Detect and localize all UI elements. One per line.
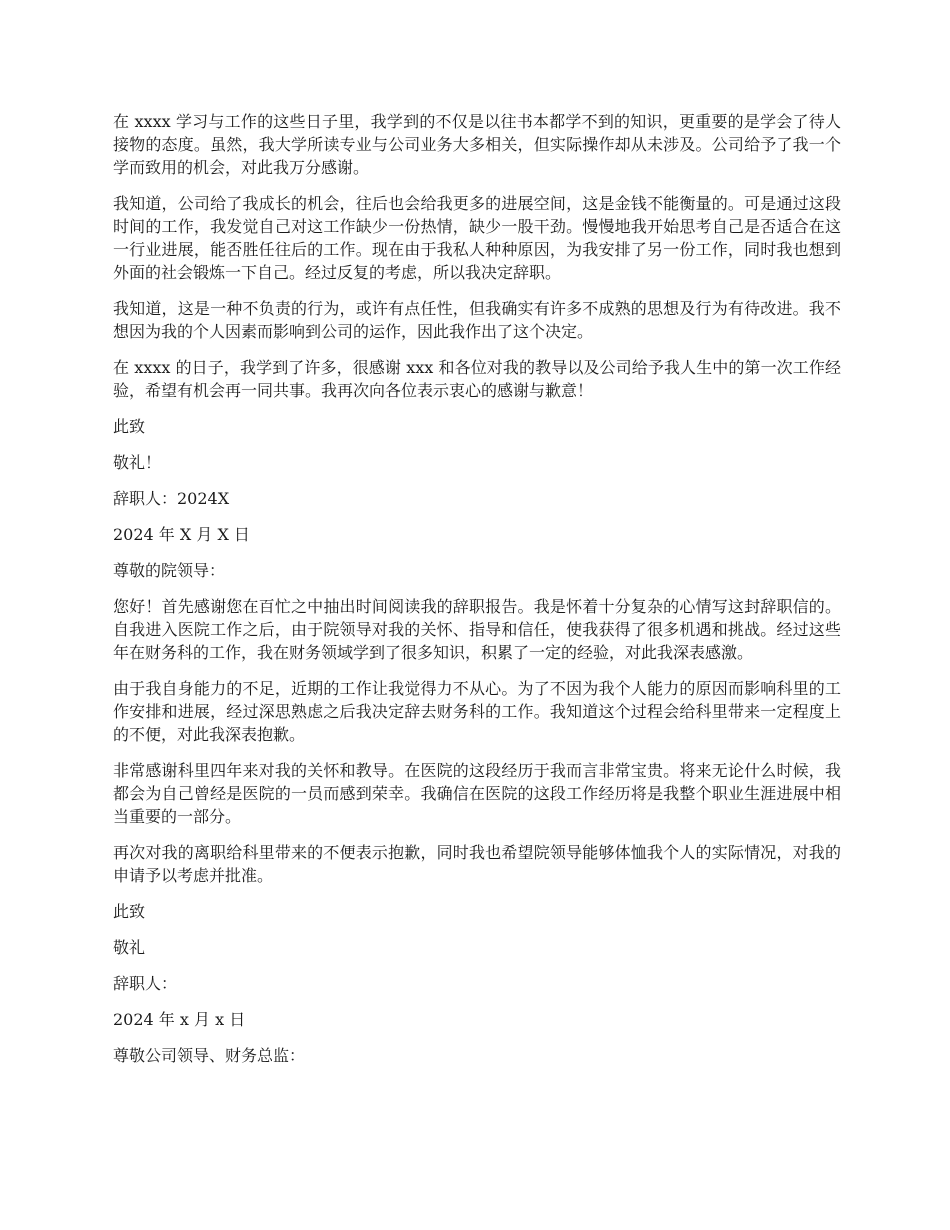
- paragraph: 我知道，这是一种不负责的行为，或许有点任性，但我确实有许多不成熟的思想及行为有待改进。我不想因为我的个人因素而影响到公司的运作，因此我作出了这个决定。: [113, 299, 841, 341]
- signature-line: 辞职人：: [113, 974, 178, 993]
- paragraph: 您好！首先感谢您在百忙之中抽出时间阅读我的辞职报告。我是怀着十分复杂的心情写这封辞职信的。自我进入医院工作之后，由于院领导对我的关怀、指导和信任，使我获得了很多机遇和挑战。经过这些年在财务科的工作，我在财务领域学到了很多知识，积累了一定的经验，对此我深表感激。: [113, 597, 841, 662]
- greeting: 尊敬的院领导：: [113, 561, 226, 580]
- paragraph: 在 xxxx 学习与工作的这些日子里，我学到的不仅是以往书本都学不到的知识，更重要的是学会了待人接物的态度。虽然，我大学所读专业与公司业务大多相关，但实际操作却从未涉及。公司给予了我一个学而致用的机会，对此我万分感谢。: [113, 112, 841, 177]
- paragraph: 非常感谢科里四年来对我的关怀和教导。在医院的这段经历于我而言非常宝贵。将来无论什么时候，我都会为自己曾经是医院的一员而感到荣幸。我确信在医院的这段工作经历将是我整个职业生涯进展中相当重要的一部分。: [113, 761, 841, 826]
- date-line: 2024 年 X 月 X 日: [113, 525, 250, 544]
- signature-line: 辞职人：2024X: [113, 489, 230, 508]
- closing-regards: 敬礼！: [113, 453, 162, 472]
- closing-salutation: 此致: [113, 417, 146, 436]
- greeting: 尊敬公司领导、财务总监：: [113, 1046, 306, 1065]
- document-body: [113, 110, 841, 1080]
- closing-salutation: 此致: [113, 902, 146, 921]
- paragraph: 由于我自身能力的不足，近期的工作让我觉得力不从心。为了不因为我个人能力的原因而影响科里的工作安排和进展，经过深思熟虑之后我决定辞去财务科的工作。我知道这个过程会给科里带来一定程度上的不便，对此我深表抱歉。: [113, 679, 841, 744]
- paragraph: 在 xxxx 的日子，我学到了许多，很感谢 xxx 和各位对我的教导以及公司给予我人生中的第一次工作经验，希望有机会再一同共事。我再次向各位表示衷心的感谢与歉意！: [113, 358, 841, 400]
- closing-regards: 敬礼: [113, 938, 146, 957]
- date-line: 2024 年 x 月 x 日: [113, 1010, 246, 1029]
- paragraph: 再次对我的离职给科里带来的不便表示抱歉，同时我也希望院领导能够体恤我个人的实际情况，对我的申请予以考虑并批准。: [113, 843, 841, 885]
- paragraph: 我知道，公司给了我成长的机会，往后也会给我更多的进展空间，这是金钱不能衡量的。可是通过这段时间的工作，我发觉自己对这工作缺少一份热情，缺少一股干劲。慢慢地我开始思考自己是否适合在这一行业进展，能否胜任往后的工作。现在由于我私人种种原因，为我安排了另一份工作，同时我也想到外面的社会锻炼一下自己。经过反复的考虑，所以我决定辞职。: [113, 194, 841, 282]
